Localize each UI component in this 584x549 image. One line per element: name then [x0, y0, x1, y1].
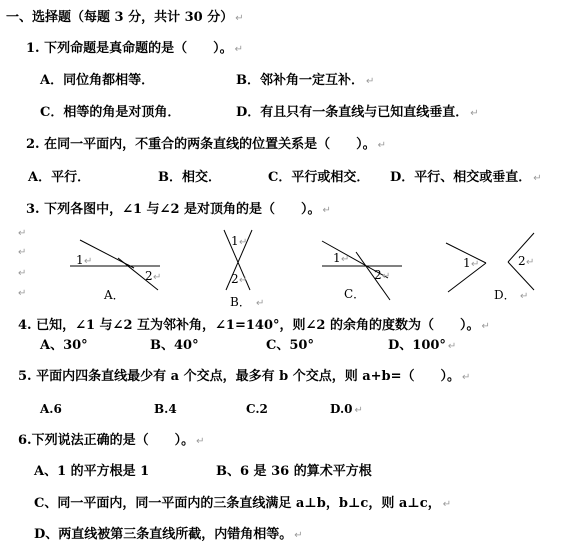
- question-5-stem: 5. 平面内四条直线最少有 a 个交点，最多有 b 个交点，则 a+b=（ ）。 ↵: [18, 369, 471, 384]
- question-4-option-d[interactable]: D、100° ↵: [388, 338, 457, 353]
- question-6-option-b[interactable]: B、6 是 36 的算术平方根: [216, 464, 372, 479]
- question-6-option-d[interactable]: D、两直线被第三条直线所截，内错角相等。 ↵: [34, 527, 303, 542]
- question-5-option-b[interactable]: B.4: [154, 402, 177, 416]
- return-mark: ↵: [471, 259, 480, 270]
- figure-b-angle-1-label: 1: [231, 234, 239, 248]
- return-mark: ↵: [18, 228, 27, 239]
- return-mark: ↵: [447, 341, 457, 352]
- figure-a-label: A．: [104, 288, 125, 302]
- question-4-option-a[interactable]: A、30°: [40, 338, 88, 353]
- figure-c-label: C．: [344, 287, 366, 301]
- return-mark: ↵: [462, 372, 471, 383]
- question-1-option-d[interactable]: D．有且只有一条直线与已知直线垂直． ↵: [236, 105, 479, 120]
- figure-d-label: D．: [494, 288, 516, 302]
- return-mark: ↵: [18, 288, 27, 299]
- return-mark: ↵: [294, 530, 303, 541]
- figure-d[interactable]: [446, 233, 534, 302]
- question-1-option-a[interactable]: A．同位角都相等．: [40, 73, 155, 88]
- figure-b-label: B．: [230, 295, 251, 309]
- question-1-option-b[interactable]: B．邻补角一定互补． ↵: [236, 73, 375, 88]
- return-mark: ↵: [234, 44, 243, 55]
- figure-c-angle-1-label: 1: [333, 251, 341, 265]
- figure-c[interactable]: [322, 241, 402, 301]
- return-mark: ↵: [196, 436, 205, 447]
- figure-b[interactable]: [224, 230, 264, 309]
- question-4-option-c[interactable]: C、50°: [266, 338, 314, 353]
- question-2-option-b[interactable]: B．相交．: [158, 170, 221, 185]
- figure-a[interactable]: [70, 240, 161, 302]
- return-mark: ↵: [18, 268, 27, 279]
- figure-a-angle-2-label: 2: [145, 269, 153, 283]
- figure-c-angle-2-label: 2: [374, 268, 382, 282]
- question-2-option-d[interactable]: D．平行、相交或垂直． ↵: [390, 170, 542, 185]
- return-mark: ↵: [256, 298, 265, 309]
- question-5-option-c[interactable]: C.2: [246, 402, 268, 416]
- return-mark: ↵: [239, 237, 248, 248]
- return-mark: ↵: [354, 405, 363, 416]
- question-6-option-a[interactable]: A、1 的平方根是 1: [34, 464, 150, 479]
- return-mark: ↵: [153, 272, 162, 283]
- question-4-option-b[interactable]: B、40°: [150, 338, 199, 353]
- return-mark: ↵: [322, 205, 331, 216]
- figure-d-angle-2-label: 2: [518, 254, 526, 268]
- return-mark: ↵: [235, 13, 244, 24]
- question-3-stem: 3. 下列各图中，∠1 与∠2 是对顶角的是（ ）。 ↵: [26, 202, 331, 217]
- return-mark: ↵: [470, 108, 479, 119]
- return-mark: ↵: [382, 271, 391, 282]
- return-mark: ↵: [526, 257, 535, 268]
- return-mark: ↵: [442, 499, 452, 510]
- question-2-option-a[interactable]: A．平行．: [28, 170, 91, 185]
- question-6-option-c[interactable]: C、同一平面内，同一平面内的三条直线满足 a⊥b，b⊥c，则 a⊥c， ↵: [34, 496, 452, 511]
- figure-b-angle-2-label: 2: [231, 272, 239, 286]
- return-mark: ↵: [533, 173, 542, 184]
- section-title: 一、选择题（每题 3 分，共计 30 分） ↵: [6, 10, 244, 25]
- figure-a-angle-1-label: 1: [76, 253, 84, 267]
- return-mark: ↵: [18, 247, 27, 258]
- question-2-option-c[interactable]: C．平行或相交．: [268, 170, 370, 185]
- question-4-stem: 4. 已知，∠1 与∠2 互为邻补角，∠1=140°，则∠2 的余角的度数为（ ）。 ↵: [18, 318, 490, 333]
- return-mark: ↵: [84, 256, 93, 267]
- question-1-option-c[interactable]: C．相等的角是对顶角．: [40, 105, 181, 120]
- return-mark: ↵: [520, 291, 529, 302]
- question-6-stem: 6.下列说法正确的是（ ）。 ↵: [18, 433, 205, 448]
- return-mark: ↵: [239, 275, 248, 286]
- question-1-stem: 1. 下列命题是真命题的是（ ）。 ↵: [26, 41, 243, 56]
- return-mark: ↵: [341, 254, 350, 265]
- question-5-option-d[interactable]: D.0 ↵: [330, 402, 363, 416]
- figure-d-angle-1-label: 1: [463, 256, 471, 270]
- return-mark: ↵: [481, 321, 490, 332]
- question-5-option-a[interactable]: A.6: [40, 402, 62, 416]
- return-mark: ↵: [366, 76, 375, 87]
- question-2-stem: 2. 在同一平面内，不重合的两条直线的位置关系是（ ）。 ↵: [26, 137, 386, 152]
- return-mark: ↵: [377, 140, 386, 151]
